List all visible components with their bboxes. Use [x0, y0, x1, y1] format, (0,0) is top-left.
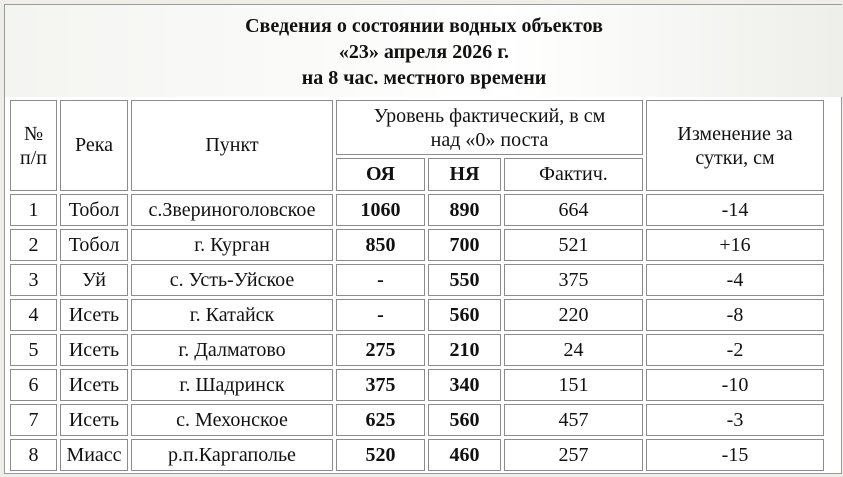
row-actual-level: 375 — [504, 264, 643, 296]
header-river: Река — [60, 100, 128, 191]
row-river: Исеть — [60, 404, 128, 436]
row-oya-level: 1060 — [336, 194, 425, 226]
row-daily-change: +16 — [646, 229, 824, 261]
row-oya-level: 850 — [336, 229, 425, 261]
row-oya-level: 520 — [336, 439, 425, 471]
row-point: с. Усть-Уйское — [131, 264, 333, 296]
row-number: 3 — [10, 264, 57, 296]
row-point: с. Мехонское — [131, 404, 333, 436]
row-number: 2 — [10, 229, 57, 261]
row-daily-change: -14 — [646, 194, 824, 226]
row-number: 6 — [10, 369, 57, 401]
row-river: Исеть — [60, 334, 128, 366]
row-point: с.Звериноголовское — [131, 194, 333, 226]
row-number: 7 — [10, 404, 57, 436]
header-oya: ОЯ — [336, 158, 425, 191]
table-row — [10, 264, 824, 296]
table-row — [10, 299, 824, 331]
row-number: 8 — [10, 439, 57, 471]
row-river: Тобол — [60, 194, 128, 226]
row-river: Уй — [60, 264, 128, 296]
row-point: г. Курган — [131, 229, 333, 261]
table-row — [10, 229, 824, 261]
row-daily-change: -4 — [646, 264, 824, 296]
row-nya-level: 700 — [428, 229, 501, 261]
row-river: Миасс — [60, 439, 128, 471]
row-river: Исеть — [60, 299, 128, 331]
title-line-3: на 8 час. местного времени — [301, 67, 547, 89]
row-oya-level: - — [336, 299, 425, 331]
row-number: 5 — [10, 334, 57, 366]
row-actual-level: 457 — [504, 404, 643, 436]
row-nya-level: 550 — [428, 264, 501, 296]
water-report-panel — [4, 4, 842, 474]
header-number: № п/п — [10, 100, 57, 191]
row-actual-level: 151 — [504, 369, 643, 401]
table-row — [10, 334, 824, 366]
row-daily-change: -8 — [646, 299, 824, 331]
title-line-2: «23» апреля 2026 г. — [338, 41, 510, 63]
row-actual-level: 220 — [504, 299, 643, 331]
table-row — [10, 439, 824, 471]
row-nya-level: 340 — [428, 369, 501, 401]
table-row — [10, 369, 824, 401]
header-actual: Фактич. — [504, 158, 643, 191]
row-daily-change: -2 — [646, 334, 824, 366]
row-river: Тобол — [60, 229, 128, 261]
row-oya-level: - — [336, 264, 425, 296]
table-row — [10, 194, 824, 226]
row-point: р.п.Каргаполье — [131, 439, 333, 471]
header-nya: НЯ — [428, 158, 501, 191]
row-daily-change: -15 — [646, 439, 824, 471]
title-line-1: Сведения о состоянии водных объектов — [245, 15, 603, 37]
row-nya-level: 560 — [428, 299, 501, 331]
report-title — [5, 13, 843, 91]
header-point: Пункт — [131, 100, 333, 191]
row-actual-level: 257 — [504, 439, 643, 471]
row-point: г. Шадринск — [131, 369, 333, 401]
row-point: г. Далматово — [131, 334, 333, 366]
row-oya-level: 375 — [336, 369, 425, 401]
row-oya-level: 275 — [336, 334, 425, 366]
row-nya-level: 460 — [428, 439, 501, 471]
row-nya-level: 560 — [428, 404, 501, 436]
header-change: Изменение за сутки, см — [646, 100, 824, 191]
row-nya-level: 890 — [428, 194, 501, 226]
row-daily-change: -10 — [646, 369, 824, 401]
row-actual-level: 521 — [504, 229, 643, 261]
header-row-top — [10, 100, 824, 155]
table-row — [10, 404, 824, 436]
row-number: 1 — [10, 194, 57, 226]
row-actual-level: 24 — [504, 334, 643, 366]
water-level-table — [7, 97, 827, 474]
row-point: г. Катайск — [131, 299, 333, 331]
row-nya-level: 210 — [428, 334, 501, 366]
row-actual-level: 664 — [504, 194, 643, 226]
row-number: 4 — [10, 299, 57, 331]
header-level: Уровень фактический, в см над «0» поста — [336, 100, 643, 155]
row-daily-change: -3 — [646, 404, 824, 436]
row-river: Исеть — [60, 369, 128, 401]
row-oya-level: 625 — [336, 404, 425, 436]
